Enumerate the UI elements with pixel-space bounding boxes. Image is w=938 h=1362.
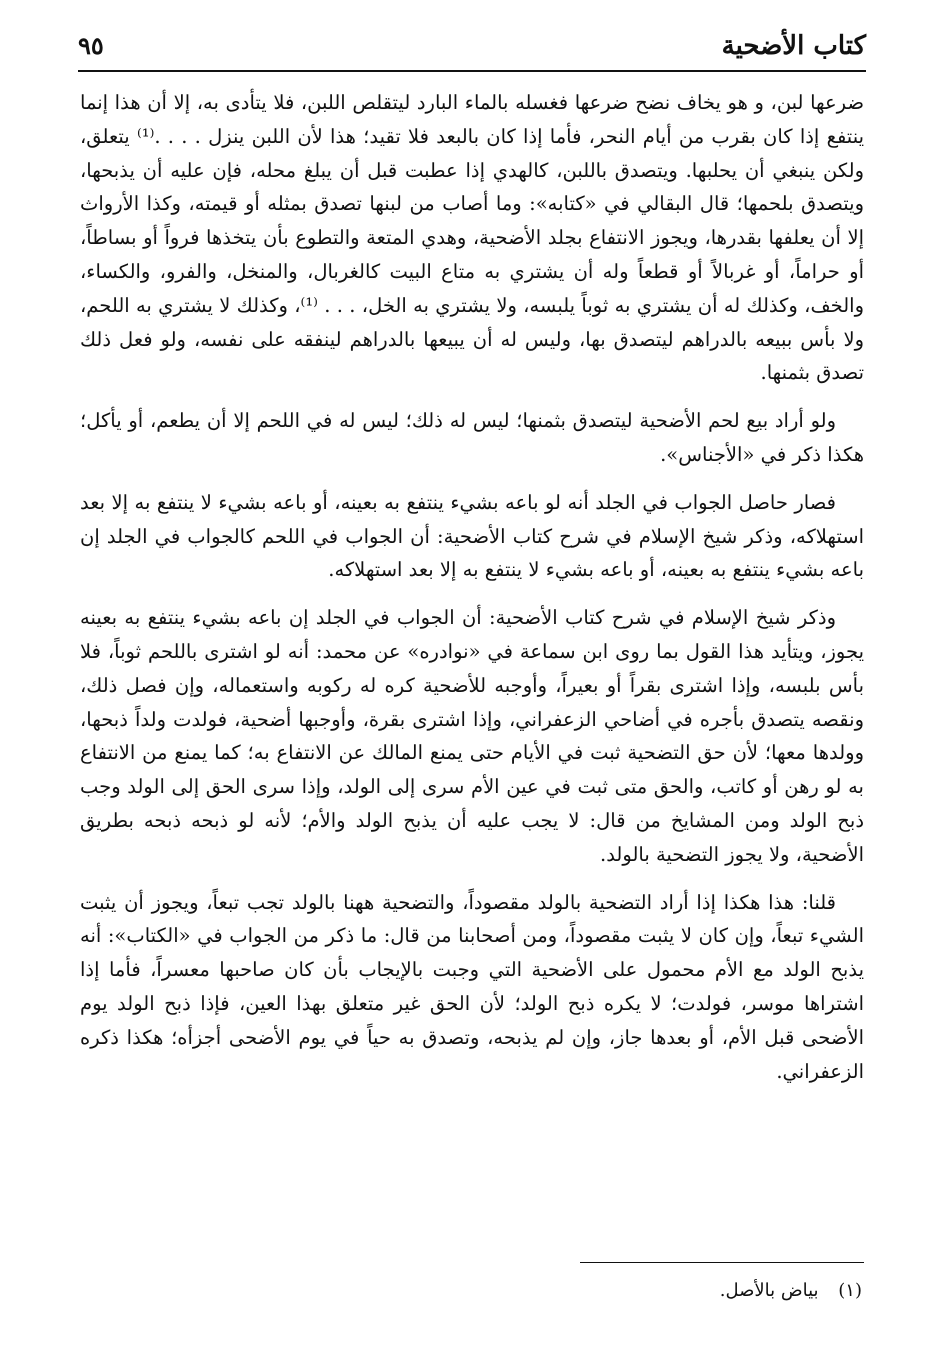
footnote-text: بياض بالأصل.: [719, 1280, 819, 1301]
running-title: كتاب الأضحية: [721, 31, 866, 61]
paragraph: وذكر شيخ الإسلام في شرح كتاب الأضحية: أن الجواب في الجلد إن باعه بشيء ينتفع به بعينه يجوز، ويتأيد هذا القول بما روى ابن سماعة في «نوادره» عن محمد: أنه لو اشترى باللحم ثوباً، فلا بأس بلبسه، وإذا اشترى بقراً أو بعيراً، وأوجبه للأضحية كره له ركوبه واستعماله، وإن فصل ذلك، ونقصه يتصدق بأجره في أضاحي الزعفراني، وإذا اشترى بقرة، وأوجبها أضحية، فولدت ولداً ذبحها، وولدها معها؛ لأن حق التضحية ثبت في الأيام حتى يمنع المالك عن الانتفاع به؛ كما يمنع من الانتفاع به لو رهن أو كاتب، والحق متى ثبت في عين الأم سرى إلى الولد، وإذا سرى الحق إلى الولد وجب ذبح الولد ومن المشايخ من قال: لا يجب عليه أن يذبح الولد والأم؛ لأنه لو ذبحه ذبحه بطريق الأضحية، ولا يجوز التضحية بالولد.: [80, 606, 864, 866]
paragraph: فصار حاصل الجواب في الجلد أنه لو باعه بشيء ينتفع به بعينه، أو باعه بشيء لا ينتفع به إلا بعد استهلاكه، وذكر شيخ الإسلام في شرح كتاب الأضحية: أن الجواب في اللحم كالجواب في الجلد إن باعه بشيء ينتفع به بعينه، أو باعه بشيء لا ينتفع به إلا بعد استهلاكه.: [80, 490, 864, 582]
paragraph: قلنا: هذا هكذا إذا أراد التضحية بالولد مقصوداً، والتضحية ههنا بالولد تجب تبعاً، ويجوز أن يثبت الشيء تبعاً، وإن كان لا يثبت مقصوداً، ومن أصحابنا من قال: ما ذكر من الجواب في «الكتاب»: أنه يذبح الولد مع الأم محمول على الأضحية التي وجبت بالإيجاب بأن كان صاحبها معسراً، فأما إذا اشتراها موسر، فولدت؛ لا يكره ذبح الولد؛ لأن الحق غير متعلق بهذا العين، فإذا ذبح الولد يوم الأضحى قبل الأم، أو بعدها جاز، وإن لم يذبحه، وتصدق به حياً في يوم الأضحى أجزأه؛ هكذا ذكره الزعفراني.: [80, 890, 864, 1083]
page-number: ٩٥: [78, 31, 104, 60]
main-text: [80, 86, 864, 1088]
paragraph: ضرعها لبن، و هو يخاف نضح ضرعها فغسله بالماء البارد ليتقلص اللبن، فلا يتأدى به، إلا أن هذا إنما ينتفع إذا كان بقرب من أيام النحر، فأما إذا كان بالبعد فلا تقيد؛ هذا لأن اللبن ينزل . . . .⁽¹⁾ يتعلق، ولكن ينبغي أن يحلبها. ويتصدق باللبن، كالهدي إذا عطبت قبل أن يبلغ محله، فإن عليه أن يذبحها، ويتصدق بلحمها؛ قال البقالي في «كتابه»: وما أصاب من لبنها تصدق بمثله أو قيمته، وكذا الأرواث إلا أن يعلفها بقدرها، ويجوز الانتفاع بجلد الأضحية، وهدي المتعة والتطوع بأن يتخذها فرواً أو بساطاً، أو حراماً، أو غربالاً أو قطعاً وله أن يشتري به متاع البيت كالغربال، والمنخل، والفرو، والكساء، والخف، وكذلك له أن يشتري به ثوباً يلبسه، ولا يشتري به الخل، . . . ⁽¹⁾، وكذلك لا يشتري به اللحم، ولا بأس ببيعه بالدراهم ليتصدق بها، وليس له أن يبيعها بالدراهم لينفقه على نفسه، ولو فعل ذلك تصدق بثمنها.: [80, 91, 865, 385]
header-divider: [78, 70, 866, 72]
footnote-divider: [580, 1262, 864, 1263]
page-header: [78, 26, 866, 66]
paragraph: ولو أراد بيع لحم الأضحية ليتصدق بثمنها؛ ليس له ذلك؛ ليس له في اللحم إلا أن يطعم، أو يأكل؛ هكذا ذكر في «الأجناس».: [80, 409, 864, 466]
footnote: [720, 1276, 862, 1306]
footnote-marker: (١): [838, 1280, 862, 1301]
